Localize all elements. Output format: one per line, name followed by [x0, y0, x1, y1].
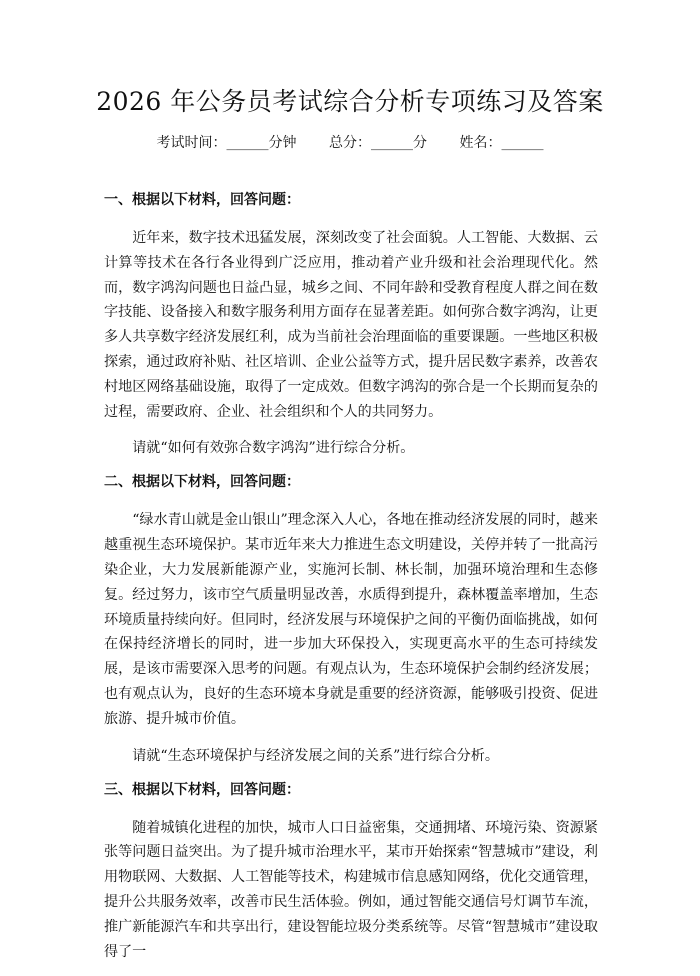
- exam-time-field: 考试时间：______分钟: [156, 135, 297, 151]
- question-prompt: 请就“如何有效弥合数字鸿沟”进行综合分析。: [132, 440, 415, 457]
- question-section-2: [104, 472, 598, 767]
- material-paragraph: 随着城镇化进程的加快，城市人口日益密集，交通拥堵、环境污染、资源紧张等问题日益突出。为了提升城市治理水平，某市开始探索“智慧城市”建设，利用物联网、大数据、人工智能等技术，构建城市信息感知网络，优化交通管理，提升公共服务效率，改善市民生活体验。例如，通过智能交通信号灯调节车流，推广新能源汽车和共享出行，建设智能垃圾分类系统等。尽管“智慧城市”建设取得了一: [104, 819, 598, 960]
- question-prompt: 请就“生态环境保护与经济发展之间的关系”进行综合分析。: [132, 747, 499, 764]
- section-heading: 三、根据以下材料，回答问题：: [104, 781, 300, 798]
- exam-info: [0, 132, 700, 152]
- name-field: 姓名：______: [459, 135, 544, 151]
- section-heading: 一、根据以下材料，回答问题：: [104, 192, 300, 208]
- section-heading: 二、根据以下材料，回答问题：: [104, 474, 300, 491]
- material-paragraph: “绿水青山就是金山银山”理念深入人心，各地在推动经济发展的同时，越来越重视生态环境保护。某市近年来大力推进生态文明建设，关停并转了一批高污染企业，大力发展新能源产业，实施河长制、林长制，加强环境治理和生态修复。经过努力，该市空气质量明显改善，水质得到提升，森林覆盖率增加，生态环境质量持续向好。但同时，经济发展与环境保护之间的平衡仍面临挑战，如何在保持经济增长的同时，进一步加大环保投入，实现更高水平的生态可持续发展，是该市需要深入思考的问题。有观点认为，生态环境保护会制约经济发展；也有观点认为，良好的生态环境本身就是重要的经济资源，能够吸引投资、促进旅游、提升城市价值。: [104, 512, 598, 727]
- total-score-field: 总分：______分: [329, 135, 427, 151]
- material-paragraph: 近年来，数字技术迅猛发展，深刻改变了社会面貌。人工智能、大数据、云计算等技术在各行各业得到广泛应用，推动着产业升级和社会治理现代化。然而，数字鸿沟问题也日益凸显，城乡之间、不同年龄和受教育程度人群之间在数字技能、设备接入和数字服务利用方面存在显著差距。如何弥合数字鸿沟，让更多人共享数字经济发展红利，成为当前社会治理面临的重要课题。一些地区积极探索，通过政府补贴、社区培训、企业公益等方式，提升居民数字素养，改善农村地区网络基础设施，取得了一定成效。但数字鸿沟的弥合是一个长期而复杂的过程，需要政府、企业、社会组织和个人的共同努力。: [104, 230, 598, 420]
- document-title: 2026 年公务员考试综合分析专项练习及答案: [96, 87, 604, 116]
- question-section-1: [104, 190, 598, 460]
- document-body: [104, 190, 598, 976]
- question-section-3: [104, 780, 598, 965]
